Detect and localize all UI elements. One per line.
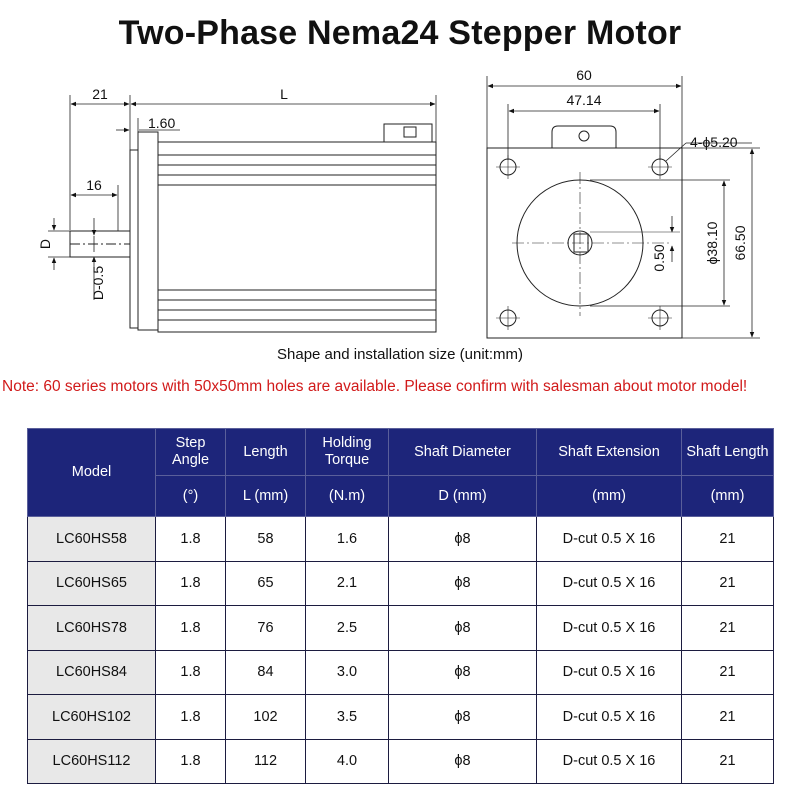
cell-shaft-length: 21 (682, 695, 774, 740)
dim-height: 66.50 (732, 225, 748, 261)
table-row (28, 695, 774, 740)
table-row (28, 561, 774, 606)
cell-shaft-length: 21 (682, 739, 774, 784)
cell-holding-torque: 2.5 (306, 606, 389, 651)
col-header-shaft-extension: Shaft Extension (537, 429, 682, 476)
dim-hole-spacing: 47.14 (566, 92, 602, 108)
cell-holding-torque: 3.5 (306, 695, 389, 740)
unit-shaft-extension: (mm) (537, 476, 682, 517)
col-header-length: Length (226, 429, 306, 476)
unit-length: L (mm) (226, 476, 306, 517)
dim-pilot: ϕ38.10 (704, 221, 720, 265)
cell-shaft-length: 21 (682, 517, 774, 562)
page-title: Two-Phase Nema24 Stepper Motor (118, 14, 682, 52)
cell-model: LC60HS84 (28, 650, 156, 695)
dim-shaft-d: D (37, 238, 53, 250)
table-row (28, 606, 774, 651)
table-row (28, 650, 774, 695)
cell-step-angle: 1.8 (156, 650, 226, 695)
note-text: Note: 60 series motors with 50x50mm holes are available. Please confirm with salesman about motor model! (2, 378, 748, 395)
side-view (48, 95, 436, 332)
cell-holding-torque: 2.1 (306, 561, 389, 606)
cell-length: 65 (226, 561, 306, 606)
dim-flat: D-0.5 (90, 265, 106, 301)
unit-shaft-diameter: D (mm) (389, 476, 537, 517)
motor-body (158, 142, 436, 332)
cell-shaft-diameter: ϕ8 (389, 695, 537, 740)
flange-plate (130, 150, 138, 328)
unit-shaft-length: (mm) (682, 476, 774, 517)
dim-flange: 1.60 (148, 115, 176, 131)
cell-shaft-diameter: ϕ8 (389, 739, 537, 784)
cell-model: LC60HS102 (28, 695, 156, 740)
drawing-caption: Shape and installation size (unit:mm) (277, 346, 523, 363)
cell-shaft-length: 21 (682, 606, 774, 651)
unit-holding-torque: (N.m) (306, 476, 389, 517)
cell-step-angle: 1.8 (156, 517, 226, 562)
cell-shaft-extension: D-cut 0.5 X 16 (537, 606, 682, 651)
cell-shaft-diameter: ϕ8 (389, 606, 537, 651)
dim-holes: 4-ϕ5.20 (690, 134, 738, 150)
cell-shaft-extension: D-cut 0.5 X 16 (537, 739, 682, 784)
cell-shaft-length: 21 (682, 561, 774, 606)
cell-length: 76 (226, 606, 306, 651)
spec-table (27, 428, 774, 784)
technical-drawing (0, 0, 800, 350)
cell-length: 102 (226, 695, 306, 740)
dim-cut-length: 16 (86, 177, 102, 193)
cell-step-angle: 1.8 (156, 739, 226, 784)
cell-model: LC60HS58 (28, 517, 156, 562)
cell-step-angle: 1.8 (156, 606, 226, 651)
dim-body-length: L (280, 86, 288, 102)
cell-holding-torque: 4.0 (306, 739, 389, 784)
dim-offset: 0.50 (651, 244, 667, 272)
front-view (487, 76, 760, 338)
cell-shaft-extension: D-cut 0.5 X 16 (537, 561, 682, 606)
table-row (28, 739, 774, 784)
cell-shaft-diameter: ϕ8 (389, 650, 537, 695)
front-cap (138, 132, 158, 330)
cell-length: 84 (226, 650, 306, 695)
table-row (28, 517, 774, 562)
dim-width: 60 (576, 67, 592, 83)
col-header-model: Model (28, 429, 156, 517)
col-header-step-angle: Step Angle (156, 429, 226, 476)
cell-shaft-diameter: ϕ8 (389, 517, 537, 562)
cell-length: 112 (226, 739, 306, 784)
cell-model: LC60HS112 (28, 739, 156, 784)
cell-shaft-diameter: ϕ8 (389, 561, 537, 606)
cell-model: LC60HS65 (28, 561, 156, 606)
cell-step-angle: 1.8 (156, 561, 226, 606)
cell-holding-torque: 1.6 (306, 517, 389, 562)
cell-shaft-extension: D-cut 0.5 X 16 (537, 695, 682, 740)
col-header-shaft-diameter: Shaft Diameter (389, 429, 537, 476)
cell-length: 58 (226, 517, 306, 562)
cell-step-angle: 1.8 (156, 695, 226, 740)
cell-shaft-length: 21 (682, 650, 774, 695)
cell-shaft-extension: D-cut 0.5 X 16 (537, 517, 682, 562)
cell-model: LC60HS78 (28, 606, 156, 651)
dim-shaft-length: 21 (92, 86, 108, 102)
unit-step-angle: (°) (156, 476, 226, 517)
col-header-holding-torque: Holding Torque (306, 429, 389, 476)
col-header-shaft-length: Shaft Length (682, 429, 774, 476)
cell-holding-torque: 3.0 (306, 650, 389, 695)
cell-shaft-extension: D-cut 0.5 X 16 (537, 650, 682, 695)
